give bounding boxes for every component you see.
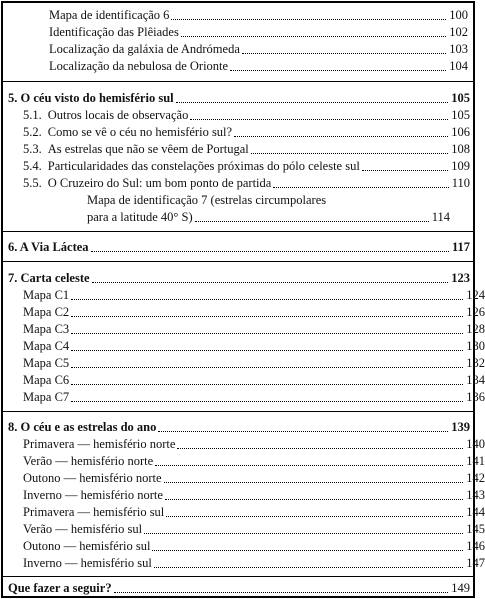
dot-leader [71, 350, 463, 351]
dot-leader [171, 19, 446, 20]
toc-entry[interactable] [3, 25, 468, 40]
toc-entry-label: Mapa C2 [23, 305, 70, 319]
dot-leader [230, 70, 446, 71]
toc-entry-label: Mapa C1 [23, 288, 70, 302]
toc-entry-5-4[interactable] [3, 159, 470, 174]
dot-leader [177, 448, 463, 449]
toc-entry-label: Particularidades das constelações próximas do pólo celeste sul [47, 159, 360, 173]
toc-entry-label: Primavera — hemisfério sul [23, 505, 165, 519]
chapter-page: 149 [451, 581, 470, 595]
chapter-page: 105 [451, 91, 470, 105]
chapter-5-heading[interactable] [3, 91, 470, 106]
dot-leader [71, 401, 463, 402]
chapter-page: 139 [451, 420, 470, 434]
dot-leader [164, 482, 464, 483]
dot-leader [158, 431, 448, 432]
section-number: 5.2. [23, 125, 42, 139]
toc-entry-page: 136 [466, 390, 485, 404]
toc-entry-label: Outros locais de observação [47, 108, 189, 122]
dot-leader [190, 119, 448, 120]
dot-leader [251, 153, 449, 154]
dot-leader [144, 533, 463, 534]
toc-entry-page: 144 [466, 505, 485, 519]
chapter-title: 5. O céu visto do hemisfério sul [8, 91, 174, 105]
toc-entry-map-7-line1[interactable]: Mapa de identificação 7 (estrelas circumpolares [87, 193, 327, 207]
toc-entry-label: Outono — hemisfério norte [23, 471, 162, 485]
chapter-title: Que fazer a seguir? [8, 581, 112, 595]
toc-entry-page: 143 [466, 488, 485, 502]
dot-leader [152, 550, 463, 551]
toc-entry-season[interactable] [3, 454, 485, 469]
toc-entry-season[interactable] [3, 471, 485, 486]
toc-entry-page: 146 [466, 539, 485, 553]
chapter-8-heading[interactable] [3, 420, 470, 435]
toc-entry-page: 134 [466, 373, 485, 387]
toc-entry-label: As estrelas que não se vêem de Portugal [47, 142, 249, 156]
toc-entry-season[interactable] [3, 522, 485, 537]
toc-entry-page: 106 [451, 125, 470, 139]
dot-leader [181, 36, 446, 37]
toc-entry-page: 130 [466, 339, 485, 353]
toc-entry-page: 147 [466, 556, 485, 570]
toc-entry-label: Mapa C3 [23, 322, 70, 336]
toc-entry-page: 109 [451, 159, 470, 173]
toc-entry-label: para a latitude 40° S) [87, 210, 193, 224]
toc-entry-label: Mapa C4 [23, 339, 70, 353]
toc-entry-map-c5[interactable] [3, 356, 485, 371]
section-number: 5.5. [23, 176, 42, 190]
dot-leader [155, 465, 463, 466]
toc-entry[interactable] [3, 59, 468, 74]
dot-leader [114, 592, 449, 593]
toc-entry-label: Verão — hemisfério sul [23, 522, 143, 536]
toc-entry-page: 105 [451, 108, 470, 122]
toc-entry-page: 103 [449, 42, 468, 56]
toc-entry-page: 104 [449, 59, 468, 73]
final-heading[interactable] [3, 581, 470, 596]
toc-entry-page: 114 [431, 210, 450, 224]
toc-entry-season[interactable] [3, 505, 485, 520]
chapter-page: 117 [451, 240, 470, 254]
toc-entry-page: 124 [466, 288, 485, 302]
toc-entry-season[interactable] [3, 556, 485, 571]
toc-entry-label: Mapa C5 [23, 356, 70, 370]
dot-leader [71, 367, 463, 368]
chapter-page: 123 [451, 271, 470, 285]
toc-page-frame [1, 1, 485, 598]
toc-entry-page: 140 [466, 437, 485, 451]
toc-entry-label: Mapa C7 [23, 390, 70, 404]
section-divider [3, 261, 473, 262]
section-divider [3, 411, 473, 412]
dot-leader [91, 251, 449, 252]
toc-entry-page: 128 [466, 322, 485, 336]
toc-entry-page: 100 [449, 8, 468, 22]
chapter-7-heading[interactable] [3, 271, 470, 286]
toc-entry-label: Outono — hemisfério sul [23, 539, 151, 553]
dot-leader [242, 53, 446, 54]
toc-entry-label: O Cruzeiro do Sul: um bom ponto de partida [47, 176, 272, 190]
dot-leader [166, 516, 463, 517]
toc-entry-map-7[interactable] [87, 210, 450, 225]
toc-entry-label: Como se vê o céu no hemisfério sul? [47, 125, 233, 139]
toc-entry-page: 108 [451, 142, 470, 156]
section-divider [3, 81, 473, 82]
toc-entry-5-5[interactable] [3, 176, 470, 191]
dot-leader [71, 384, 463, 385]
toc-entry-page: 145 [466, 522, 485, 536]
toc-entry-map-c7[interactable] [3, 390, 485, 405]
chapter-title: 8. O céu e as estrelas do ano [8, 420, 157, 434]
dot-leader [273, 187, 448, 188]
toc-entry-label: Verão — hemisfério norte [23, 454, 154, 468]
section-divider [3, 576, 473, 577]
toc-entry-season[interactable] [3, 539, 485, 554]
toc-entry-map-c3[interactable] [3, 322, 485, 337]
toc-entry-label: Inverno — hemisfério sul [23, 556, 152, 570]
dot-leader [176, 102, 449, 103]
dot-leader [154, 567, 463, 568]
toc-entry-5-2[interactable] [3, 125, 470, 140]
section-number: 5.4. [23, 159, 42, 173]
toc-entry-map-c4[interactable] [3, 339, 485, 354]
dot-leader [71, 316, 463, 317]
toc-entry-map-c6[interactable] [3, 373, 485, 388]
chapter-6-heading[interactable] [3, 240, 470, 255]
toc-entry-5-3[interactable] [3, 142, 470, 157]
dot-leader [71, 299, 463, 300]
toc-entry-season[interactable] [3, 488, 485, 503]
chapter-title: 7. Carta celeste [8, 271, 90, 285]
toc-entry-label: Inverno — hemisfério norte [23, 488, 163, 502]
toc-entry-label: Mapa de identificação 6 [49, 8, 170, 22]
toc-entry-page: 126 [466, 305, 485, 319]
toc-entry-label: Localização da galáxia de Andrómeda [49, 42, 240, 56]
toc-entry-map-c2[interactable] [3, 305, 485, 320]
chapter-title: 6. A Via Láctea [8, 240, 89, 254]
toc-entry[interactable] [3, 8, 468, 23]
dot-leader [165, 499, 463, 500]
dot-leader [362, 170, 448, 171]
dot-leader [195, 221, 429, 222]
section-number: 5.3. [23, 142, 42, 156]
section-divider [3, 231, 473, 232]
toc-entry-page: 110 [451, 176, 470, 190]
toc-entry-season[interactable] [3, 437, 485, 452]
toc-entry-page: 102 [449, 25, 468, 39]
toc-entry-map-c1[interactable] [3, 288, 485, 303]
section-number: 5.1. [23, 108, 42, 122]
toc-entry-page: 141 [466, 454, 485, 468]
dot-leader [71, 333, 463, 334]
dot-leader [92, 282, 449, 283]
toc-entry-label: Identificação das Plêiades [49, 25, 179, 39]
toc-entry-5-1[interactable] [3, 108, 470, 123]
toc-entry-label: Mapa C6 [23, 373, 70, 387]
toc-entry[interactable] [3, 42, 468, 57]
dot-leader [234, 136, 448, 137]
toc-entry-page: 142 [466, 471, 485, 485]
toc-entry-label: Localização da nebulosa de Orionte [49, 59, 229, 73]
toc-entry-label: Primavera — hemisfério norte [23, 437, 176, 451]
toc-entry-page: 132 [466, 356, 485, 370]
